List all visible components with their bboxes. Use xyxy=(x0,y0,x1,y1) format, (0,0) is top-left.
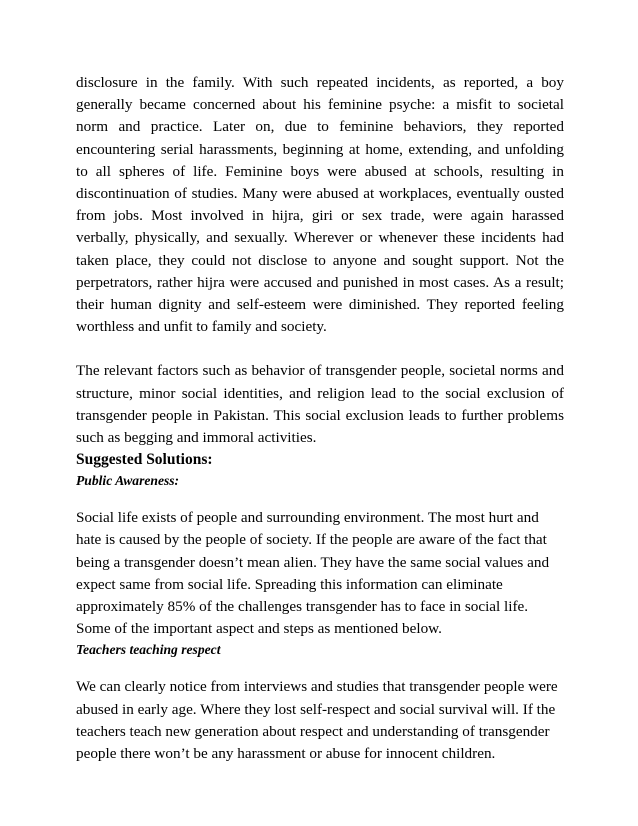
subheading-teachers-respect: Teachers teaching respect xyxy=(76,642,221,658)
paragraph-disclosure: disclosure in the family. With such repeated incidents, as reported, a boy generally became concerned about his feminine psyche: a misfit to societal norm and practice. Later on, due to feminine behaviors, they reported encountering serial harassments, beginning at home, extending, and unfolding to all spheres of life. Feminine boys were abused at schools, resulting in discontinuation of studies. Many were abused at workplaces, eventually ousted from jobs. Most involved in hijra, giri or sex trade, were again harassed verbally, physically, and sexually. Wherever or whenever these incidents had taken place, they could not disclose to anyone and sought support. Not the perpetrators, rather hijra were accused and punished in most cases. As a result; their human dignity and self-esteem were diminished. They reported feeling worthless and unfit to family and society. xyxy=(76,74,564,336)
paragraph-social-exclusion: The relevant factors such as behavior of transgender people, societal norms and structure, minor social identities, and religion lead to the social exclusion of transgender people in Pakistan. This social exclusion leads to further problems such as begging and immoral activities. xyxy=(76,362,564,447)
heading-suggested-solutions: Suggested Solutions: xyxy=(76,451,213,469)
paragraph-teachers-respect: We can clearly notice from interviews and studies that transgender people were abused in early age. Where they lost self-respect and social survival will. If the teachers teach new generation about respect and understanding of transgender people there won’t be any harassment or abuse for innocent children. xyxy=(76,678,558,763)
paragraph-public-awareness: Social life exists of people and surrounding environment. The most hurt and hate is caused by the people of society. If the people are aware of the fact that being a transgender doesn’t mean alien. They have the same social values and expect same from social life. Spreading this information can eliminate approximately 85% of the challenges transgender has to face in social life. Some of the important aspect and steps as mentioned below. xyxy=(76,509,550,638)
subheading-public-awareness: Public Awareness: xyxy=(76,473,180,489)
document-page xyxy=(76,72,564,765)
